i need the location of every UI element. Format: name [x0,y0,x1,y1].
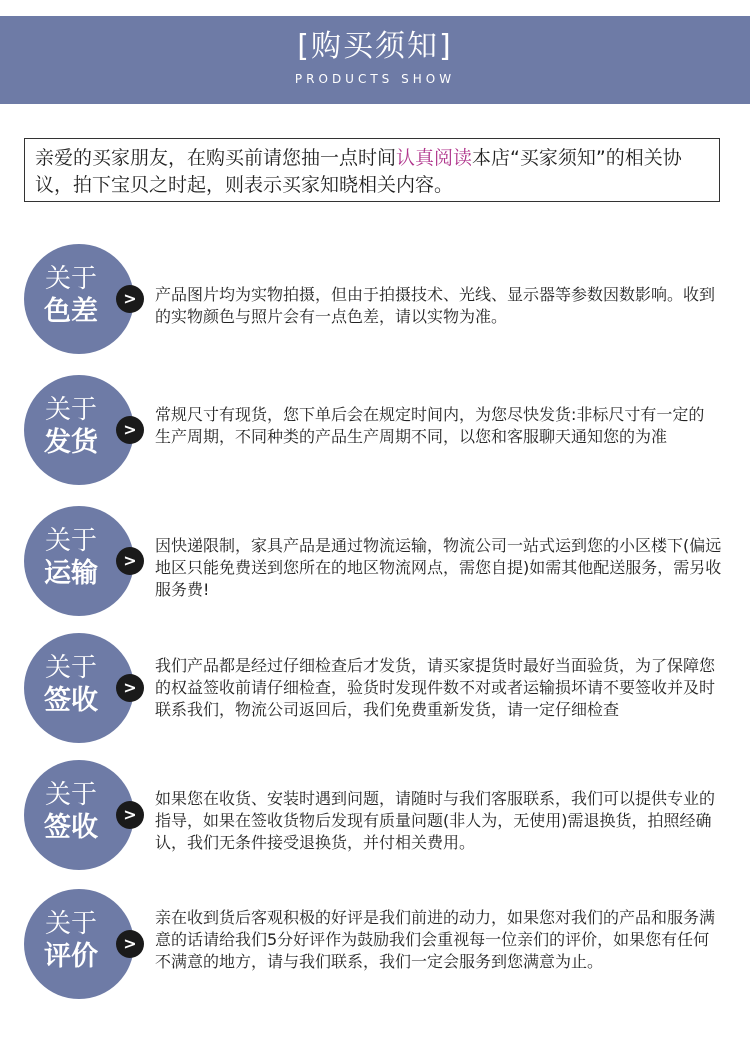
badge-top-text: 关于 [44,909,97,939]
badge-top-text: 关于 [44,780,97,810]
badge-top-text: 关于 [44,526,97,556]
chevron-right-icon: > [116,674,144,702]
notice-highlight: 认真阅读 [396,147,473,169]
badge-top-text: 关于 [44,653,97,683]
section-receiving [0,633,750,743]
chevron-right-icon: > [116,285,144,313]
section-review [0,889,750,999]
section-shipping [0,375,750,485]
section-text: 产品图片均为实物拍摄，但由于拍摄技术、光线、显示器等参数因数影响。收到的实物颜色与照片会有一点色差，请以实物为准。 [155,285,716,326]
header-banner [0,16,750,104]
notice-text-before: 亲爱的买家朋友，在购买前请您抽一点时间 [35,147,397,169]
page-subtitle: PRODUCTS SHOW [294,72,456,86]
badge-bottom-text: 运输 [44,558,98,589]
chevron-right-icon: > [116,547,144,575]
badge-bottom-text: 发货 [44,427,98,458]
badge-bottom-text: 签收 [44,812,98,843]
chevron-right-icon: > [116,930,144,958]
badge-bottom-text: 签收 [44,685,98,716]
section-transport [0,506,750,616]
notice-text-after: 本店“买家须知”的相关协议，拍下宝贝之时起，则表示买家知晓相关内容。 [35,147,682,196]
badge-bottom-text: 色差 [44,296,98,327]
chevron-right-icon: > [116,801,144,829]
chevron-right-icon: > [116,416,144,444]
section-text: 因快递限制，家具产品是通过物流运输，物流公司一站式运到您的小区楼下(偏远地区只能免费送到您所在的地区物流网点，需您自提)如需其他配送服务，需另收服务费! [155,536,722,599]
badge-top-text: 关于 [44,264,97,294]
badge-bottom-text: 评价 [44,941,98,972]
section-text: 常规尺寸有现货，您下单后会在规定时间内，为您尽快发货:非标尺寸有一定的 生产周期，不同种类的产品生产周期不同，以您和客服聊天通知您的为准 [155,405,705,446]
section-text: 我们产品都是经过仔细检查后才发货，请买家提货时最好当面验货，为了保障您的权益签收前请仔细检查，验货时发现件数不对或者运输损坏请不要签收并及时联系我们，物流公司返回后，我们免费重新发货，请一定仔细检查 [155,656,716,719]
page-title: [购买须知] [297,29,453,64]
section-color-difference [0,244,750,354]
section-text: 亲在收到货后客观积极的好评是我们前进的动力，如果您对我们的产品和服务满意的话请给我们5分好评作为鼓励我们会重视每一位亲们的评价，如果您有任何不满意的地方，请与我们联系，我们一定会服务到您满意为止。 [155,908,716,971]
section-text: 如果您在收货、安装时遇到问题，请随时与我们客服联系，我们可以提供专业的指导，如果在签收货物后发现有质量问题(非人为，无使用)需退换货，拍照经确认，我们无条件接受退换货，并付相关费用。 [155,789,716,852]
notice-box [24,138,720,202]
section-after-sales [0,760,750,870]
badge-top-text: 关于 [44,395,97,425]
